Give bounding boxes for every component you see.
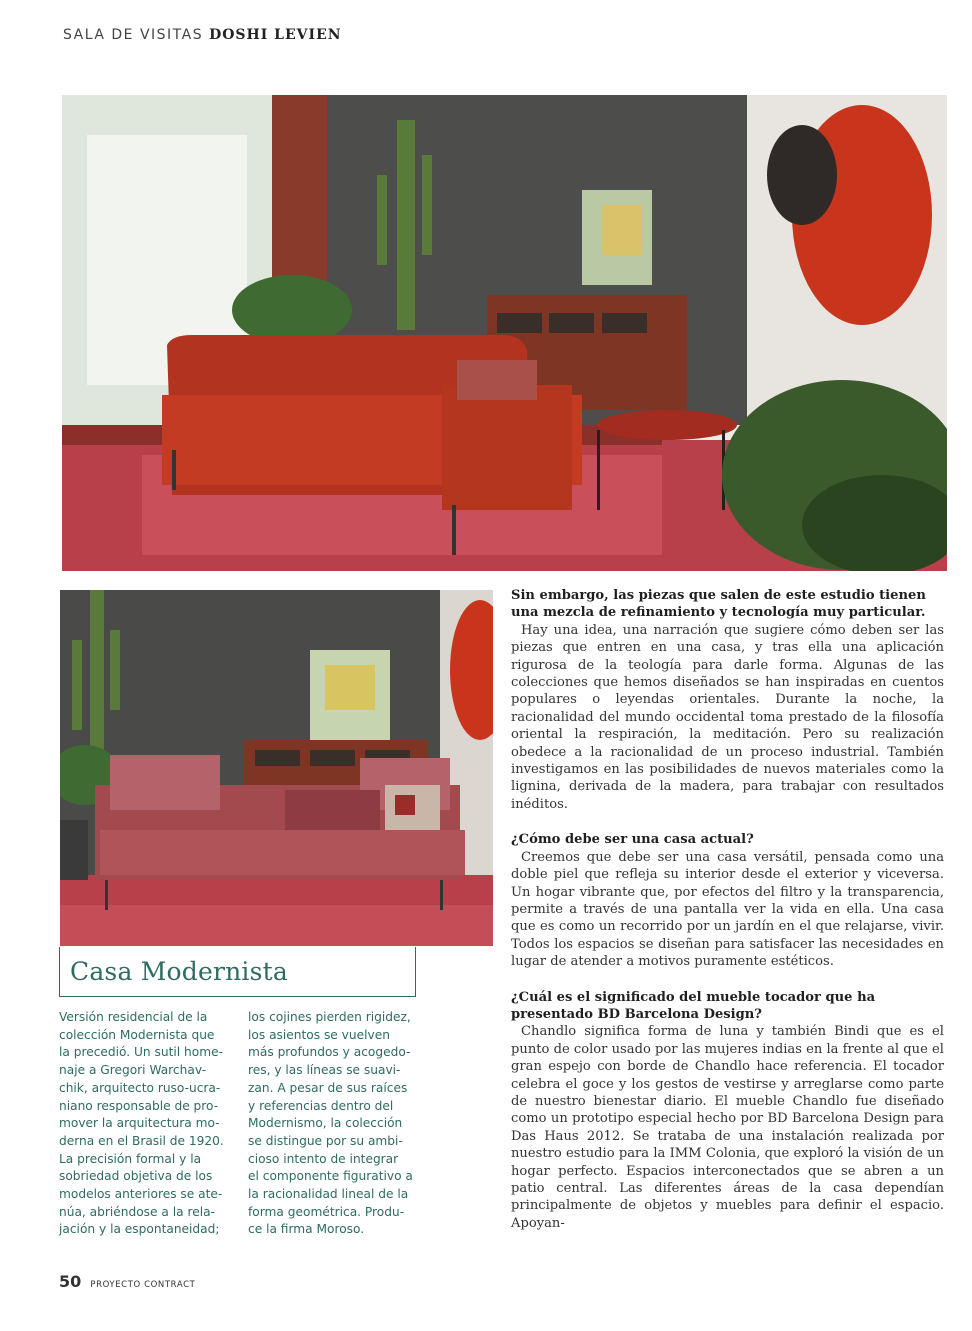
caption-text-left: Versión residencial de la colección Modernista que la precedió. Un sutil home- naje a Gregori Warchav- chik, arquitecto ruso-ucra- niano responsable de pro- mover la arquitectura mo- derna en el Brasil de 1920. La precisión formal y la sobriedad objetiva de los modelos anteriores se ate- núa, abriéndose a la rela- jación y la espontaneidad; [59,1010,224,1237]
answer-intro: Hay una idea, una narración que sugiere cómo deben ser las piezas que entren en una casa, y tras ella una aplicación rigurosa de la teología para darle forma. Algunas de las colecciones que hemos diseñados se han inspiradas en cuentos populares o leyendas orientales. Durante la noche, la racionalidad del mundo occidental toma prestado de la filosofía oriental la respiración, la meditación. Pero su realización obedece a la racionalidad de un proceso industrial. También investigamos en las posibilidades de nuevos materiales como la lignina, derivada de la madera, para trabajar con resultados inéditos. [511,622,944,812]
answer-casa-actual: Creemos que debe ser una casa versátil, pensada como una doble piel que refleja su interior desde el exterior y viceversa. Un hogar vibrante que, por efectos del filtro y la transparencia, permite a través de una pantalla ver la vida en ella. Una casa que es como un recorrido por un jardín en el que relajarse, vivir. Todos los espacios se diseñan para satisfacer las necesidades en lugar de atender a motivos puramente estéticos. [511,849,944,970]
magazine-name: PROYECTO CONTRACT [90,1280,196,1290]
living-room-photo-red-sofa [62,95,947,571]
question-mueble-tocador: ¿Cuál es el significado del mueble tocador que ha presentado BD Barcelona Design? [511,989,876,1022]
page-header [63,27,342,43]
answer-mueble-tocador: Chandlo significa forma de luna y también Bindi que es el punto de color usado por las mujeres indias en la frente al que el gran espejo con borde de Chandlo hace referencia. El tocador celebra el goce y los gestos de vestirse y arreglarse como parte de nuestro bienestar diario. El mueble Chandlo fue diseñado como un prototipo especial hecho por BD Barcelona Design para Das Haus 2012. Se trataba de una instalación realizada por nuestro estudio para la IMM Colonia, que exploró la visión de un hogar perfecto. Espacios interconectados que se abren a un patio central. Las diferentes áreas de la casa dependían principalmente de objetos y muebles para definir el espacio. Apoyan- [511,1024,944,1231]
caption-title: Casa Modernista [70,957,288,986]
designer-name: DOSHI LEVIEN [209,27,342,43]
caption-column-left [59,1009,234,1239]
living-room-photo-rose-sofa [60,590,493,946]
interview-column [511,587,944,1232]
caption-title-box [59,947,416,997]
page-footer [59,1272,195,1291]
page-number: 50 [59,1272,82,1291]
question-intro: Sin embargo, las piezas que salen de este estudio tienen una mezcla de refinamiento y tecnología muy particular. [511,588,926,621]
section-label: SALA DE VISITAS [63,27,204,43]
question-casa-actual: ¿Cómo debe ser una casa actual? [511,832,754,848]
caption-text-middle: los cojines pierden rigidez, los asientos se vuelven más profundos y acogedo- res, y las líneas se suavi- zan. A pesar de sus raíces y referencias dentro del Modernismo, la colección se distingue por su ambi- cioso intento de integrar el componente figurativo a la racionalidad lineal de la forma geométrica. Produ- ce la firma Moroso. [248,1010,413,1237]
caption-column-middle [248,1009,423,1239]
